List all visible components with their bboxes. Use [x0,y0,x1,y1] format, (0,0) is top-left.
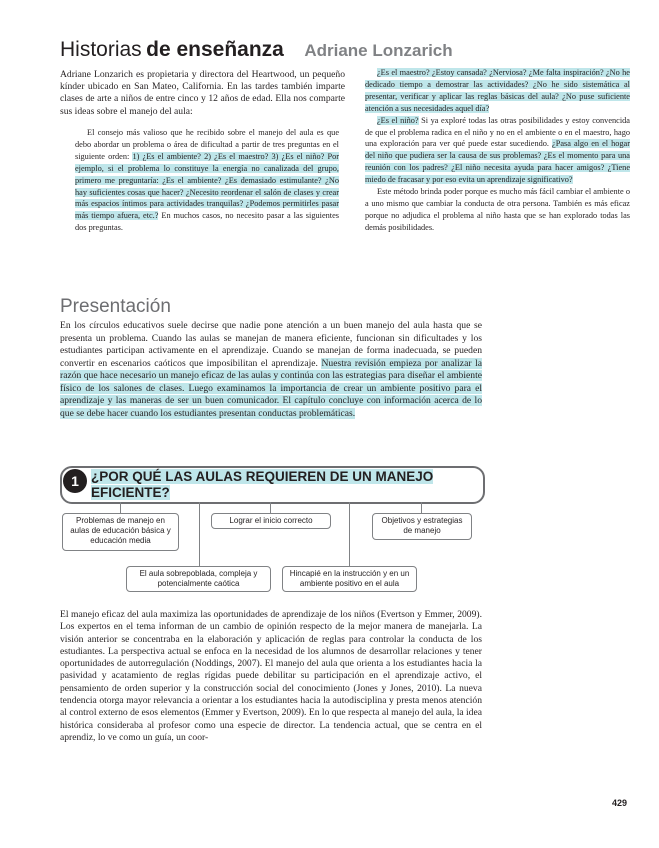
presentacion-heading: Presentación [60,296,171,317]
connector-line [349,502,350,566]
right-column [365,67,630,234]
quote-text-end: En muchos casos, no necesito pasar a las siguientes dos preguntas. [75,211,339,233]
concept-node-inicio [211,513,331,529]
title-plain: Historias [60,38,142,61]
concept-node-label: Problemas de manejo en aulas de educación básica y educación media [70,516,171,545]
title-bold: de enseñanza [146,38,284,61]
presentacion-paragraph [60,320,482,420]
concept-node-label: Lograr el inicio correcto [229,516,313,525]
child-questions-highlight: ¿Pasa algo en el hogar del niño que pudiera ser la causa de sus problemas? ¿Es el momento para una reunión con los padres? ¿El niño necesita ayuda para hacer amigos? ¿Tiene miedo de fracasar y por eso evita un aprendizaje significativo? [365,139,630,185]
teacher-questions-highlight: ¿Es el maestro? ¿Estoy cansada? ¿Nerviosa? ¿Me falta inspiración? ¿No he dedicado tiempo a demostrar las actividades? ¿No he sido sistemática al presentar, verificar y aplicar las reglas básicas del aula? ¿No puse suficiente atención a sus necesidades aquel día? [365,68,630,113]
section-title-text: ¿POR QUÉ LAS AULAS REQUIEREN DE UN MANEJO EFICIENTE? [91,469,434,500]
concept-node-label: Hincapié en la instrucción y en un ambiente positivo en el aula [289,569,410,588]
section-number: 1 [63,469,87,493]
section-title [91,469,477,501]
quote-block [75,127,339,234]
quote-highlight: 1) ¿Es el ambiente? 2) ¿Es el maestro? 3) ¿Es el niño? Por ejemplo, si el problema lo constituye la energía no canalizada del grupo, primero me preguntaría: ¿Es el ambiente? ¿Es demasiado estimulante? ¿No hay suficientes cosas que hacer? ¿Necesito reordenar el salón de clases y crear más espacios íntimos para actividades tranquilas? ¿Podemos permitirles pasar más tiempo afuera, etc.? [75,151,339,221]
child-text: Si ya exploré todas las otras posibilidades y estoy convencida de que el problema radica en el niño y no en el ambiente o en el maestro, hago una exploración para ver qué puede estar sucediendo. [365,115,630,149]
concept-node-aula-sobrepoblada [126,566,271,592]
page-number: 429 [612,798,628,808]
concept-node-label: Objetivos y estrategias de manejo [381,516,463,535]
body-paragraph: El manejo eficaz del aula maximiza las oportunidades de aprendizaje de los niños (Evertson y Emmer, 2009). Los expertos en el tema informan de un cambio de opinión respecto de la mejor manera de manejarla. La visión anterior se concentraba en la elaboración y aplicación de reglas para controlar la conducta de los estudiantes. La perspectiva actual se enfoca en la necesidad de los alumnos de desarrollar relaciones y tener oportunidades de autorregulación (Noddings, 2007). El manejo del aula que orienta a los estudiantes hacia la pasividad y acatamiento de reglas rígidas puede debilitar su participación en el aprendizaje activo, el pensamiento de orden superior y la construcción social del conocimiento (Jones y Jones, 2010). La nueva tendencia otorga mayor relevancia a orientar a los estudiantes hacia la autodisciplina y presta menos atención al control externo de esos elementos (Emmer y Evertson, 2009). En lo que respecta al manejo del aula, la idea histórica consideraba al profesor como una especie de director. La tendencia actual, que se centra en el aprendiz, lo ve como un guía, un coor- [60,609,482,743]
intro-paragraph: Adriane Lonzarich es propietaria y directora del Heartwood, un pequeño kínder ubicado en San Mateo, California. En las tardes también imparte clases de arte a niños de entre cinco y 12 años de edad. Ella nos comparte sus ideas sobre el manejo del aula: [60,69,345,117]
author-name: Adriane Lonzarich [304,41,453,60]
presentacion-text: En los círculos educativos suele decirse que nadie pone atención a un buen manejo del aula hasta que se presenta un problema. Cuando las aulas se manejan de manera eficiente, funcionan sin dificultades y los estudiantes participan activamente en el aprendizaje. Cuando se manejan de forma inadecuada, se pueden convertir en escenarios caóticos que imposibilitan el aprendizaje. [60,320,482,369]
page-header [60,38,453,62]
method-paragraph: Este método brinda poder porque es mucho más fácil cambiar el ambiente o a uno mismo que cambiar la conducta de otra persona. También es más eficaz porque no adjudica el problema al niño hasta que se han explorado todas las demás posibilidades. [365,187,630,232]
quote-text: El consejo más valioso que he recibido sobre el manejo del aula es que debo abordar un problema o área de dificultad a partir de tres preguntas en el siguiente orden: [75,128,339,161]
presentacion-highlight: Nuestra revisión empieza por analizar la razón que hace necesario un manejo eficaz de las aulas y continúa con las estrategias para diseñar el ambiente físico de los salones de clases. Luego examinamos la importancia de crear un ambiente positivo para el aprendizaje y las maneras de ser un buen comunicador. El capítulo concluye con información acerca de lo que se debe hacer cuando los estudiantes presentan conductas problemáticas. [60,357,482,419]
concept-node-label: El aula sobrepoblada, compleja y potencialmente caótica [139,569,258,588]
concept-node-instruccion [282,566,417,592]
concept-node-problemas [62,513,179,551]
concept-node-objetivos [372,513,472,540]
child-question-highlight: ¿Es el niño? [377,115,419,125]
connector-line [199,502,200,566]
